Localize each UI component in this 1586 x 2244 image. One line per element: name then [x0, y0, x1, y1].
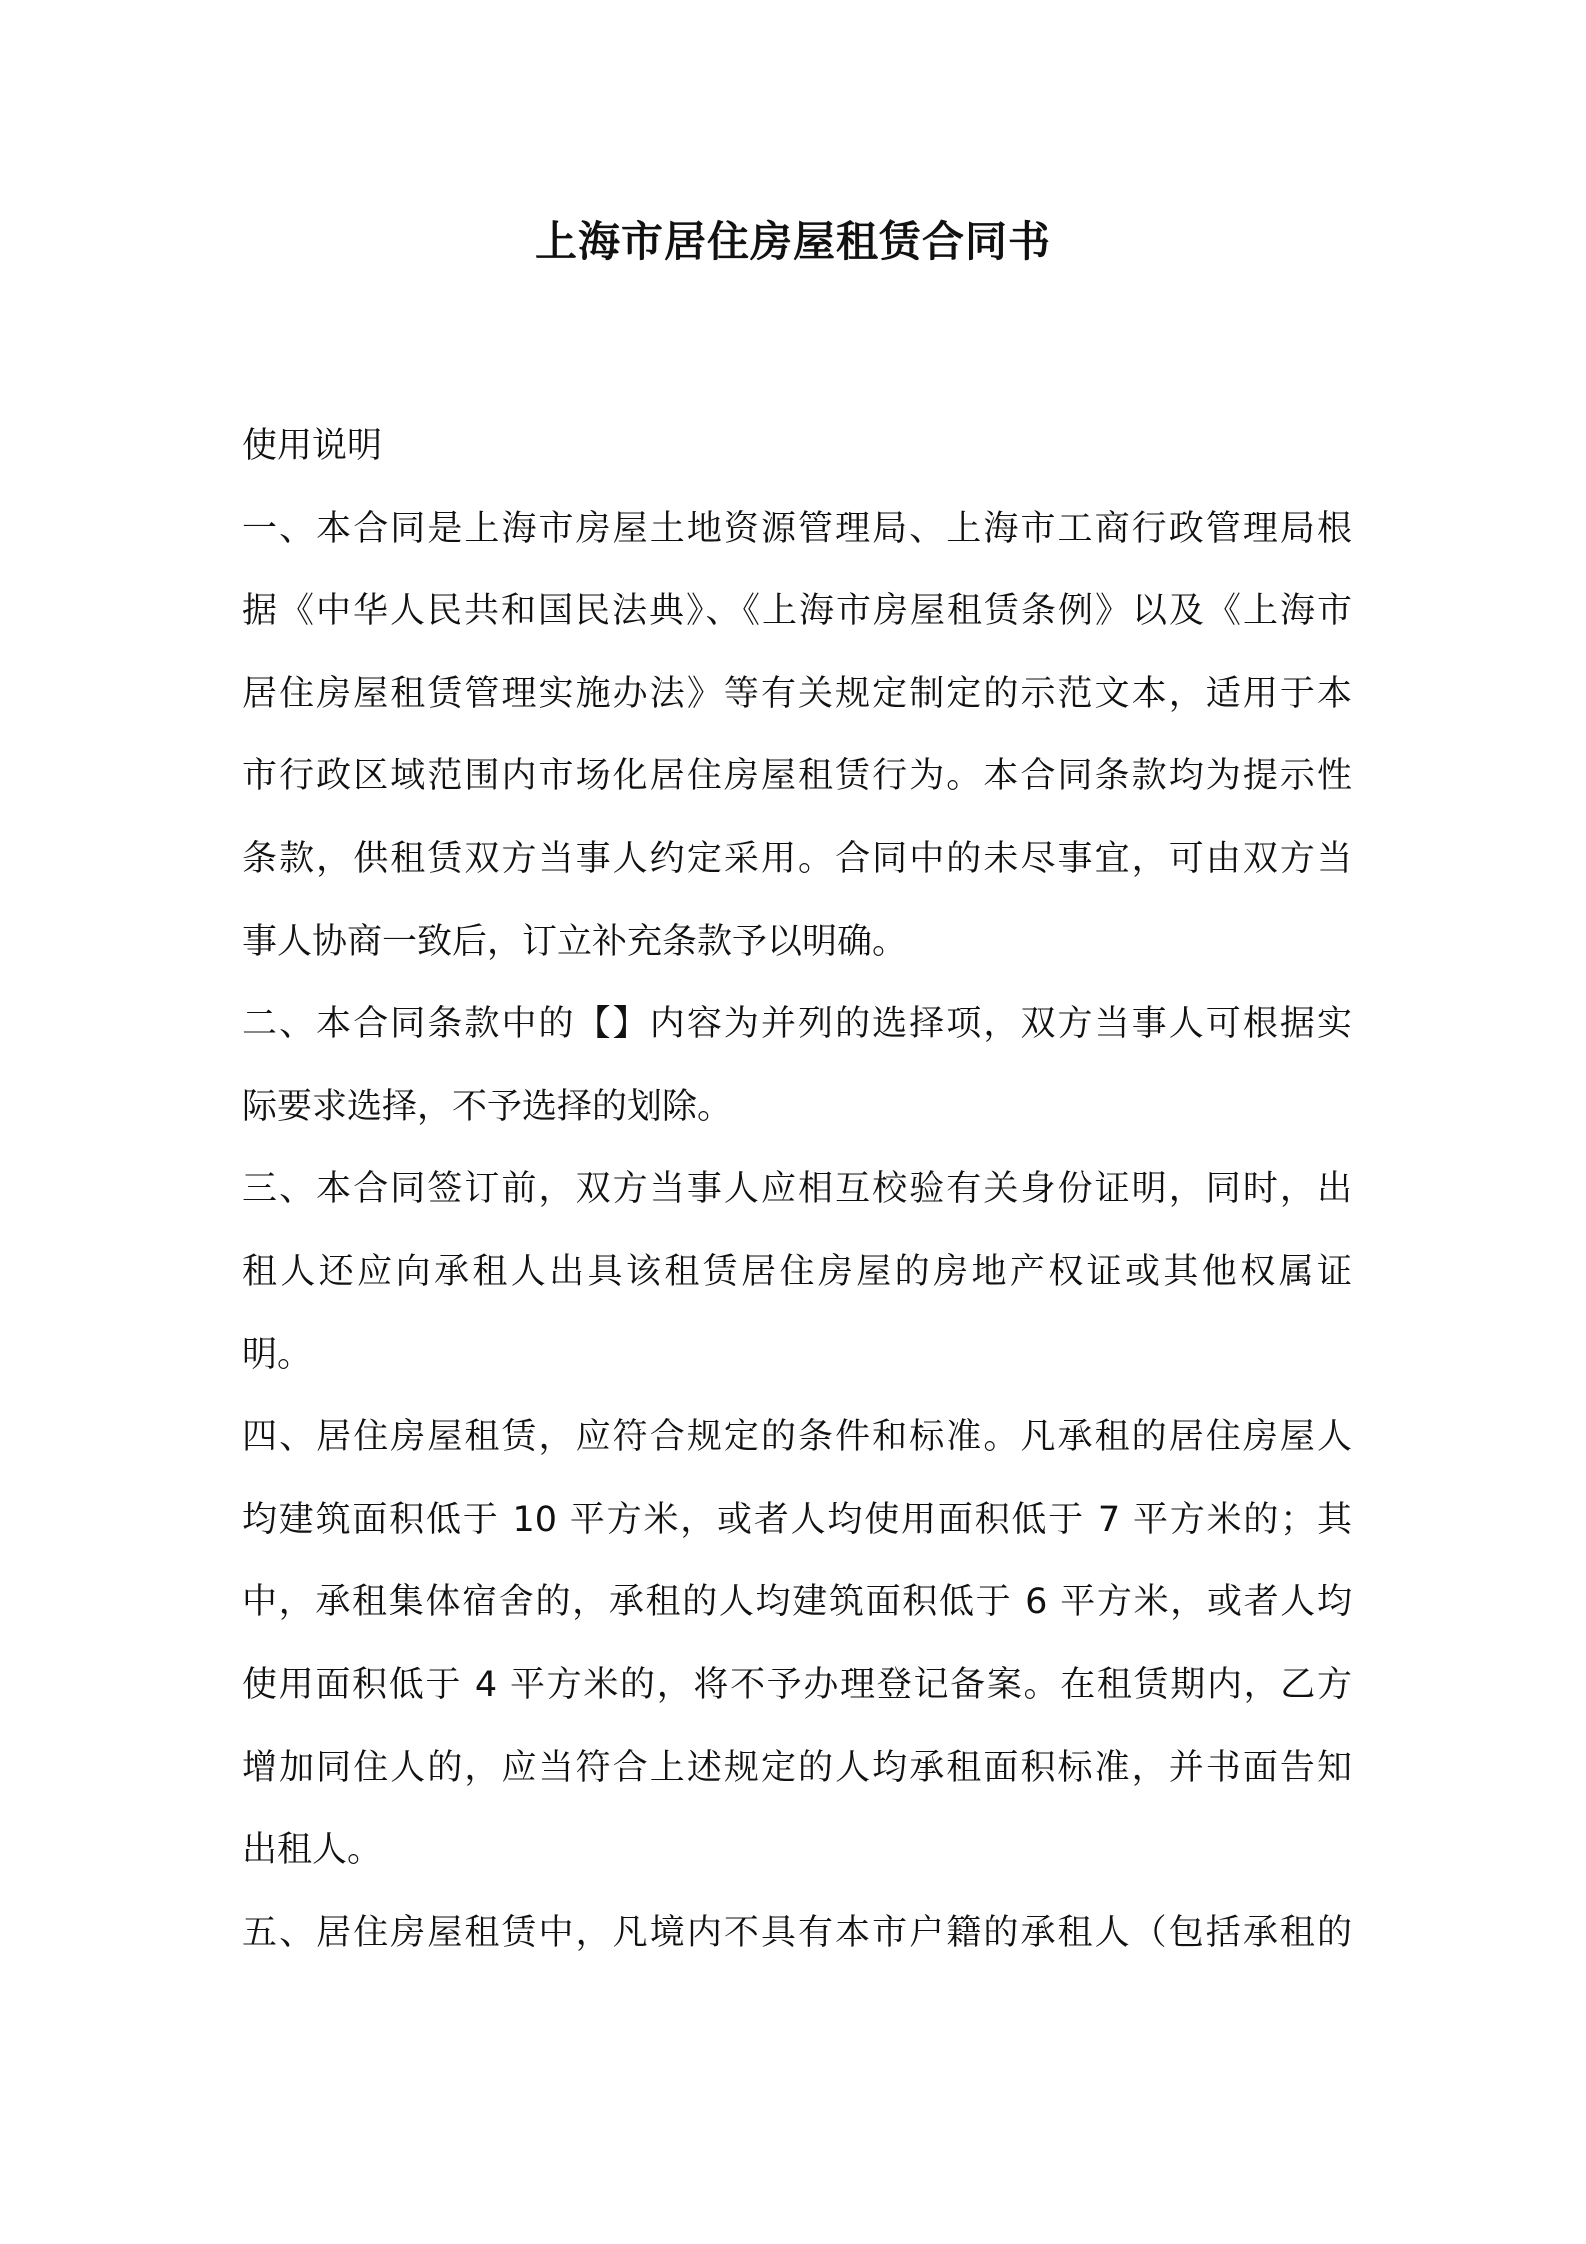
text-line: 事人协商一致后，订立补充条款予以明确。	[242, 921, 908, 962]
text-line: 一、本合同是上海市房屋土地资源管理局、上海市工商行政管理局根	[242, 508, 1352, 549]
text-line: 使用面积低于 4 平方米的，将不予办理登记备案。在租赁期内，乙方	[242, 1664, 1352, 1705]
document-title: 上海市居住房屋租赁合同书	[534, 217, 1051, 266]
text-line: 条款，供租赁双方当事人约定采用。合同中的未尽事宜，可由双方当	[242, 838, 1352, 879]
text-line: 明。	[242, 1334, 313, 1375]
text-line: 五、居住房屋租赁中，凡境内不具有本市户籍的承租人（包括承租的	[242, 1912, 1352, 1953]
text-line: 二、本合同条款中的【】内容为并列的选择项，双方当事人可根据实	[242, 1004, 1352, 1045]
document-body	[242, 405, 1352, 1974]
text-line: 中，承租集体宿舍的，承租的人均建筑面积低于 6 平方米，或者人均	[242, 1582, 1352, 1623]
text-line: 三、本合同签订前，双方当事人应相互校验有关身份证明，同时，出	[242, 1169, 1352, 1210]
text-line: 出租人。	[242, 1830, 383, 1871]
text-line: 增加同住人的，应当符合上述规定的人均承租面积标准，并书面告知	[242, 1747, 1352, 1788]
text-line: 租人还应向承租人出具该租赁居住房屋的房地产权证或其他权属证	[242, 1251, 1352, 1292]
text-line: 使用说明	[242, 426, 383, 466]
text-line: 际要求选择，不予选择的划除。	[242, 1086, 733, 1127]
text-line: 均建筑面积低于 10 平方米，或者人均使用面积低于 7 平方米的；其	[242, 1499, 1352, 1540]
text-line: 据《中华人民共和国民法典》、《上海市房屋租赁条例》以及《上海市	[242, 591, 1352, 632]
text-line: 四、居住房屋租赁，应符合规定的条件和标准。凡承租的居住房屋人	[242, 1417, 1352, 1458]
text-line: 市行政区域范围内市场化居住房屋租赁行为。本合同条款均为提示性	[242, 756, 1352, 797]
text-line: 居住房屋租赁管理实施办法》等有关规定制定的示范文本，适用于本	[242, 673, 1352, 714]
